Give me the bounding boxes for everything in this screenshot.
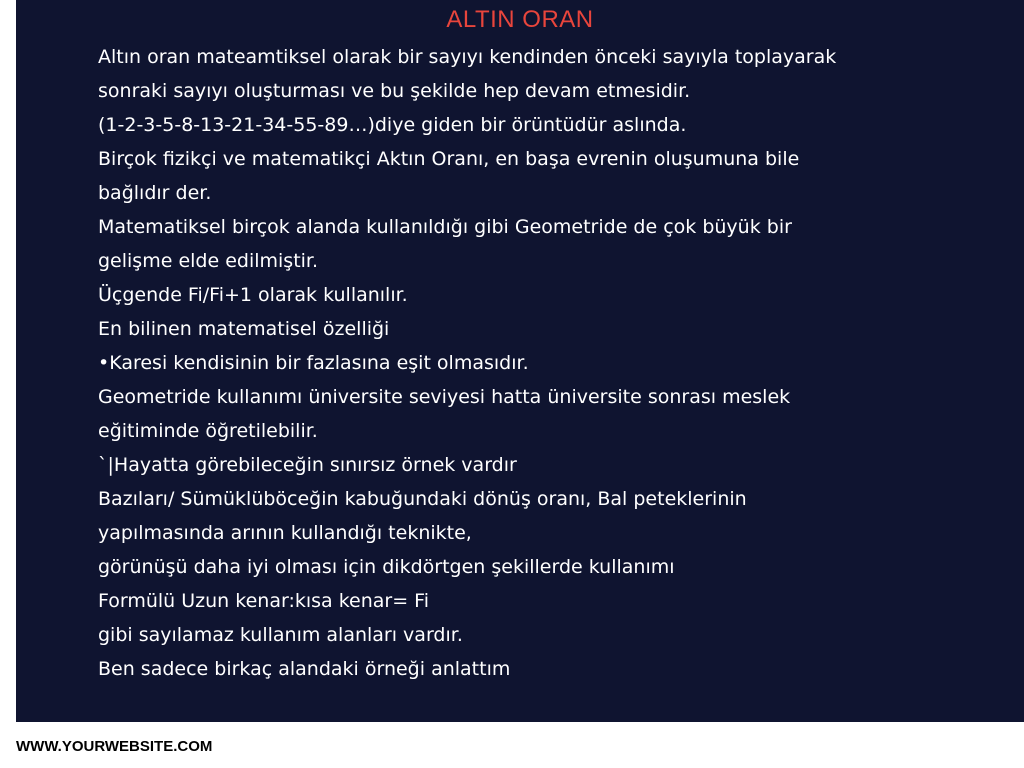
body-line: Ben sadece birkaç alandaki örneği anlattım — [98, 658, 511, 680]
body-line: En bilinen matematisel özelliği — [98, 318, 390, 340]
body-line: (1-2-3-5-8-13-21-34-55-89…)diye giden bir örüntüdür aslında. — [98, 114, 687, 136]
body-line: gibi sayılamaz kullanım alanları vardır. — [98, 624, 463, 646]
body-line: •Karesi kendisinin bir fazlasına eşit olmasıdır. — [98, 352, 529, 374]
body-line: Bazıları/ Sümüklüböceğin kabuğundaki dönüş oranı, Bal peteklerinin — [98, 488, 747, 510]
footer-website: WWW.YOURWEBSITE.COM — [16, 738, 213, 755]
body-line: görünüşü daha iyi olması için dikdörtgen şekillerde kullanımı — [98, 556, 675, 578]
body-line: Matematiksel birçok alanda kullanıldığı gibi Geometride de çok büyük bir — [98, 216, 792, 238]
body-line: `|Hayatta görebileceğin sınırsız örnek vardır — [98, 454, 517, 476]
body-line: yapılmasında arının kullandığı teknikte, — [98, 522, 472, 544]
body-line: gelişme elde edilmiştir. — [98, 250, 319, 272]
body-line: Geometride kullanımı üniversite seviyesi hatta üniversite sonrası meslek — [98, 386, 791, 408]
body-line: Altın oran mateamtiksel olarak bir sayıyı kendinden önceki sayıyla toplayarak — [98, 46, 837, 68]
body-line: Birçok fizikçi ve matematikçi Aktın Oranı, en başa evrenin oluşumuna bile — [98, 148, 800, 170]
body-line: Formülü Uzun kenar:kısa kenar= Fi — [98, 590, 430, 612]
body-line: Üçgende Fi/Fi+1 olarak kullanılır. — [98, 284, 408, 306]
slide-title: ALTIN ORAN — [446, 6, 594, 33]
body-line: sonraki sayıyı oluşturması ve bu şekilde hep devam etmesidir. — [98, 80, 691, 102]
slide-body — [98, 40, 998, 686]
body-line: bağlıdır der. — [98, 182, 212, 204]
body-line: eğitiminde öğretilebilir. — [98, 420, 318, 442]
